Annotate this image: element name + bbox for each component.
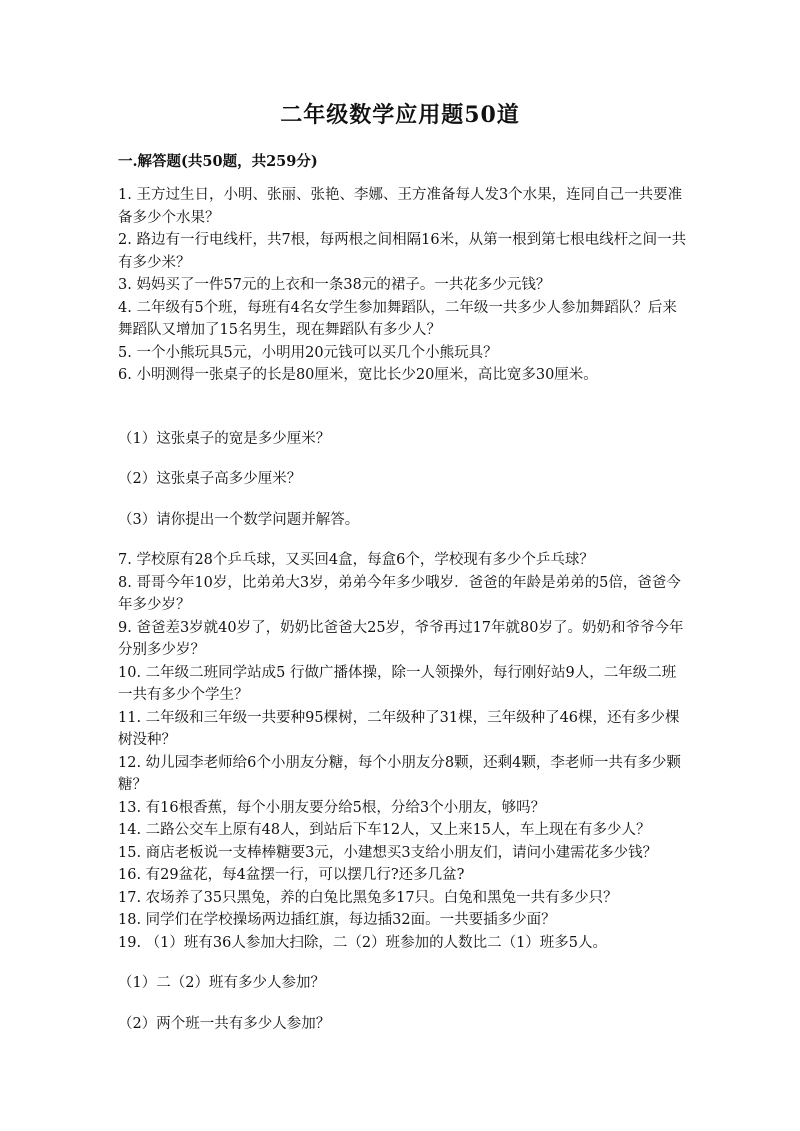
question-5: 5. 一个小熊玩具5元，小明用20元钱可以买几个小熊玩具？ xyxy=(118,344,498,361)
spacer xyxy=(118,954,688,972)
spacer xyxy=(118,450,688,468)
question-16: 16. 有29盆花，每4盆摆一行，可以摆几行?还多几盆? xyxy=(118,867,465,883)
section-heading: 一.解答题(共50题，共259分) xyxy=(118,153,318,170)
question-4: 4. 二年级有5个班，每班有4名女学生参加舞蹈队，二年级一共多少人参加舞蹈队？后来舞蹈队又增加了15名男生，现在舞蹈队有多少人？ xyxy=(118,299,677,338)
page-title: 二年级数学应用题50道 xyxy=(280,102,520,128)
question-7: 7. 学校原有28个乒乓球，又买回4盒，每盒6个，学校现有多少个乒乓球？ xyxy=(118,552,594,568)
question-2: 2. 路边有一行电线杆，共7根，每两根之间相隔16米，从第一根到第七根电线杆之间一共有多少米？ xyxy=(118,232,687,271)
question-17: 17. 农场养了35只黑兔，养的白兔比黑兔多17只。白兔和黑兔一共有多少只？ xyxy=(118,889,618,906)
spacer xyxy=(118,387,688,428)
question-13: 13. 有16根香蕉，每个小朋友要分给5根，分给3个小朋友，够吗？ xyxy=(118,799,546,816)
question-6-sub-1: （1）这张桌子的宽是多少厘米？ xyxy=(118,430,331,447)
question-10: 10. 二年级二班同学站成5 行做广播体操，除一人领操外，每行刚好站9人，二年级二班一共有多少个学生？ xyxy=(118,664,677,703)
question-8: 8. 哥哥今年10岁，比弟弟大3岁，弟弟今年多少哦岁．爸爸的年龄是弟弟的5倍，爸爸今年多少岁？ xyxy=(118,574,681,613)
question-9: 9. 爸爸差3岁就40岁了，奶奶比爸爸大25岁，爷爷再过17年就80岁了。奶奶和爷爷今年分别多少岁？ xyxy=(118,619,684,658)
question-3: 3. 妈妈买了一件57元的上衣和一条38元的裙子。一共花多少元钱？ xyxy=(118,277,551,293)
question-19-sub-2: （2）两个班一共有多少人参加？ xyxy=(118,1015,331,1032)
spacer xyxy=(118,995,688,1013)
question-1: 1. 王方过生日，小明、张丽、张艳、李娜、王方准备每人发3个水果，连同自己一共要准备多少个水果？ xyxy=(118,187,683,226)
spacer xyxy=(118,531,688,549)
question-18: 18. 同学们在学校操场两边插红旗，每边插32面。一共要插多少面？ xyxy=(118,912,556,928)
question-12: 12. 幼儿园李老师给6个小朋友分糖，每个小朋友分8颗，还剩4颗，李老师一共有多少颗糖？ xyxy=(118,754,681,793)
question-15: 15. 商店老板说一支棒棒糖要3元，小建想买3支给小朋友们，请问小建需花多少钱？ xyxy=(118,844,658,861)
question-6-sub-3: （3）请你提出一个数学问题并解答。 xyxy=(118,511,360,528)
question-14: 14. 二路公交车上原有48人，到站后下车12人，又上来15人，车上现在有多少人？ xyxy=(118,822,651,838)
question-19: 19. （1）班有36人参加大扫除，二（2）班参加的人数比二（1）班多5人。 xyxy=(118,934,608,951)
question-6-sub-2: （2）这张桌子高多少厘米？ xyxy=(118,471,302,487)
question-list xyxy=(118,184,688,1035)
question-19-sub-1: （1）二（2）班有多少人参加？ xyxy=(118,975,325,991)
spacer xyxy=(118,491,688,509)
question-6: 6. 小明测得一张桌子的长是80厘米，宽比长少20厘米，高比宽多30厘米。 xyxy=(118,367,598,383)
question-11: 11. 二年级和三年级一共要种95棵树，二年级种了31棵，三年级种了46棵，还有多少棵树没种？ xyxy=(118,709,680,748)
